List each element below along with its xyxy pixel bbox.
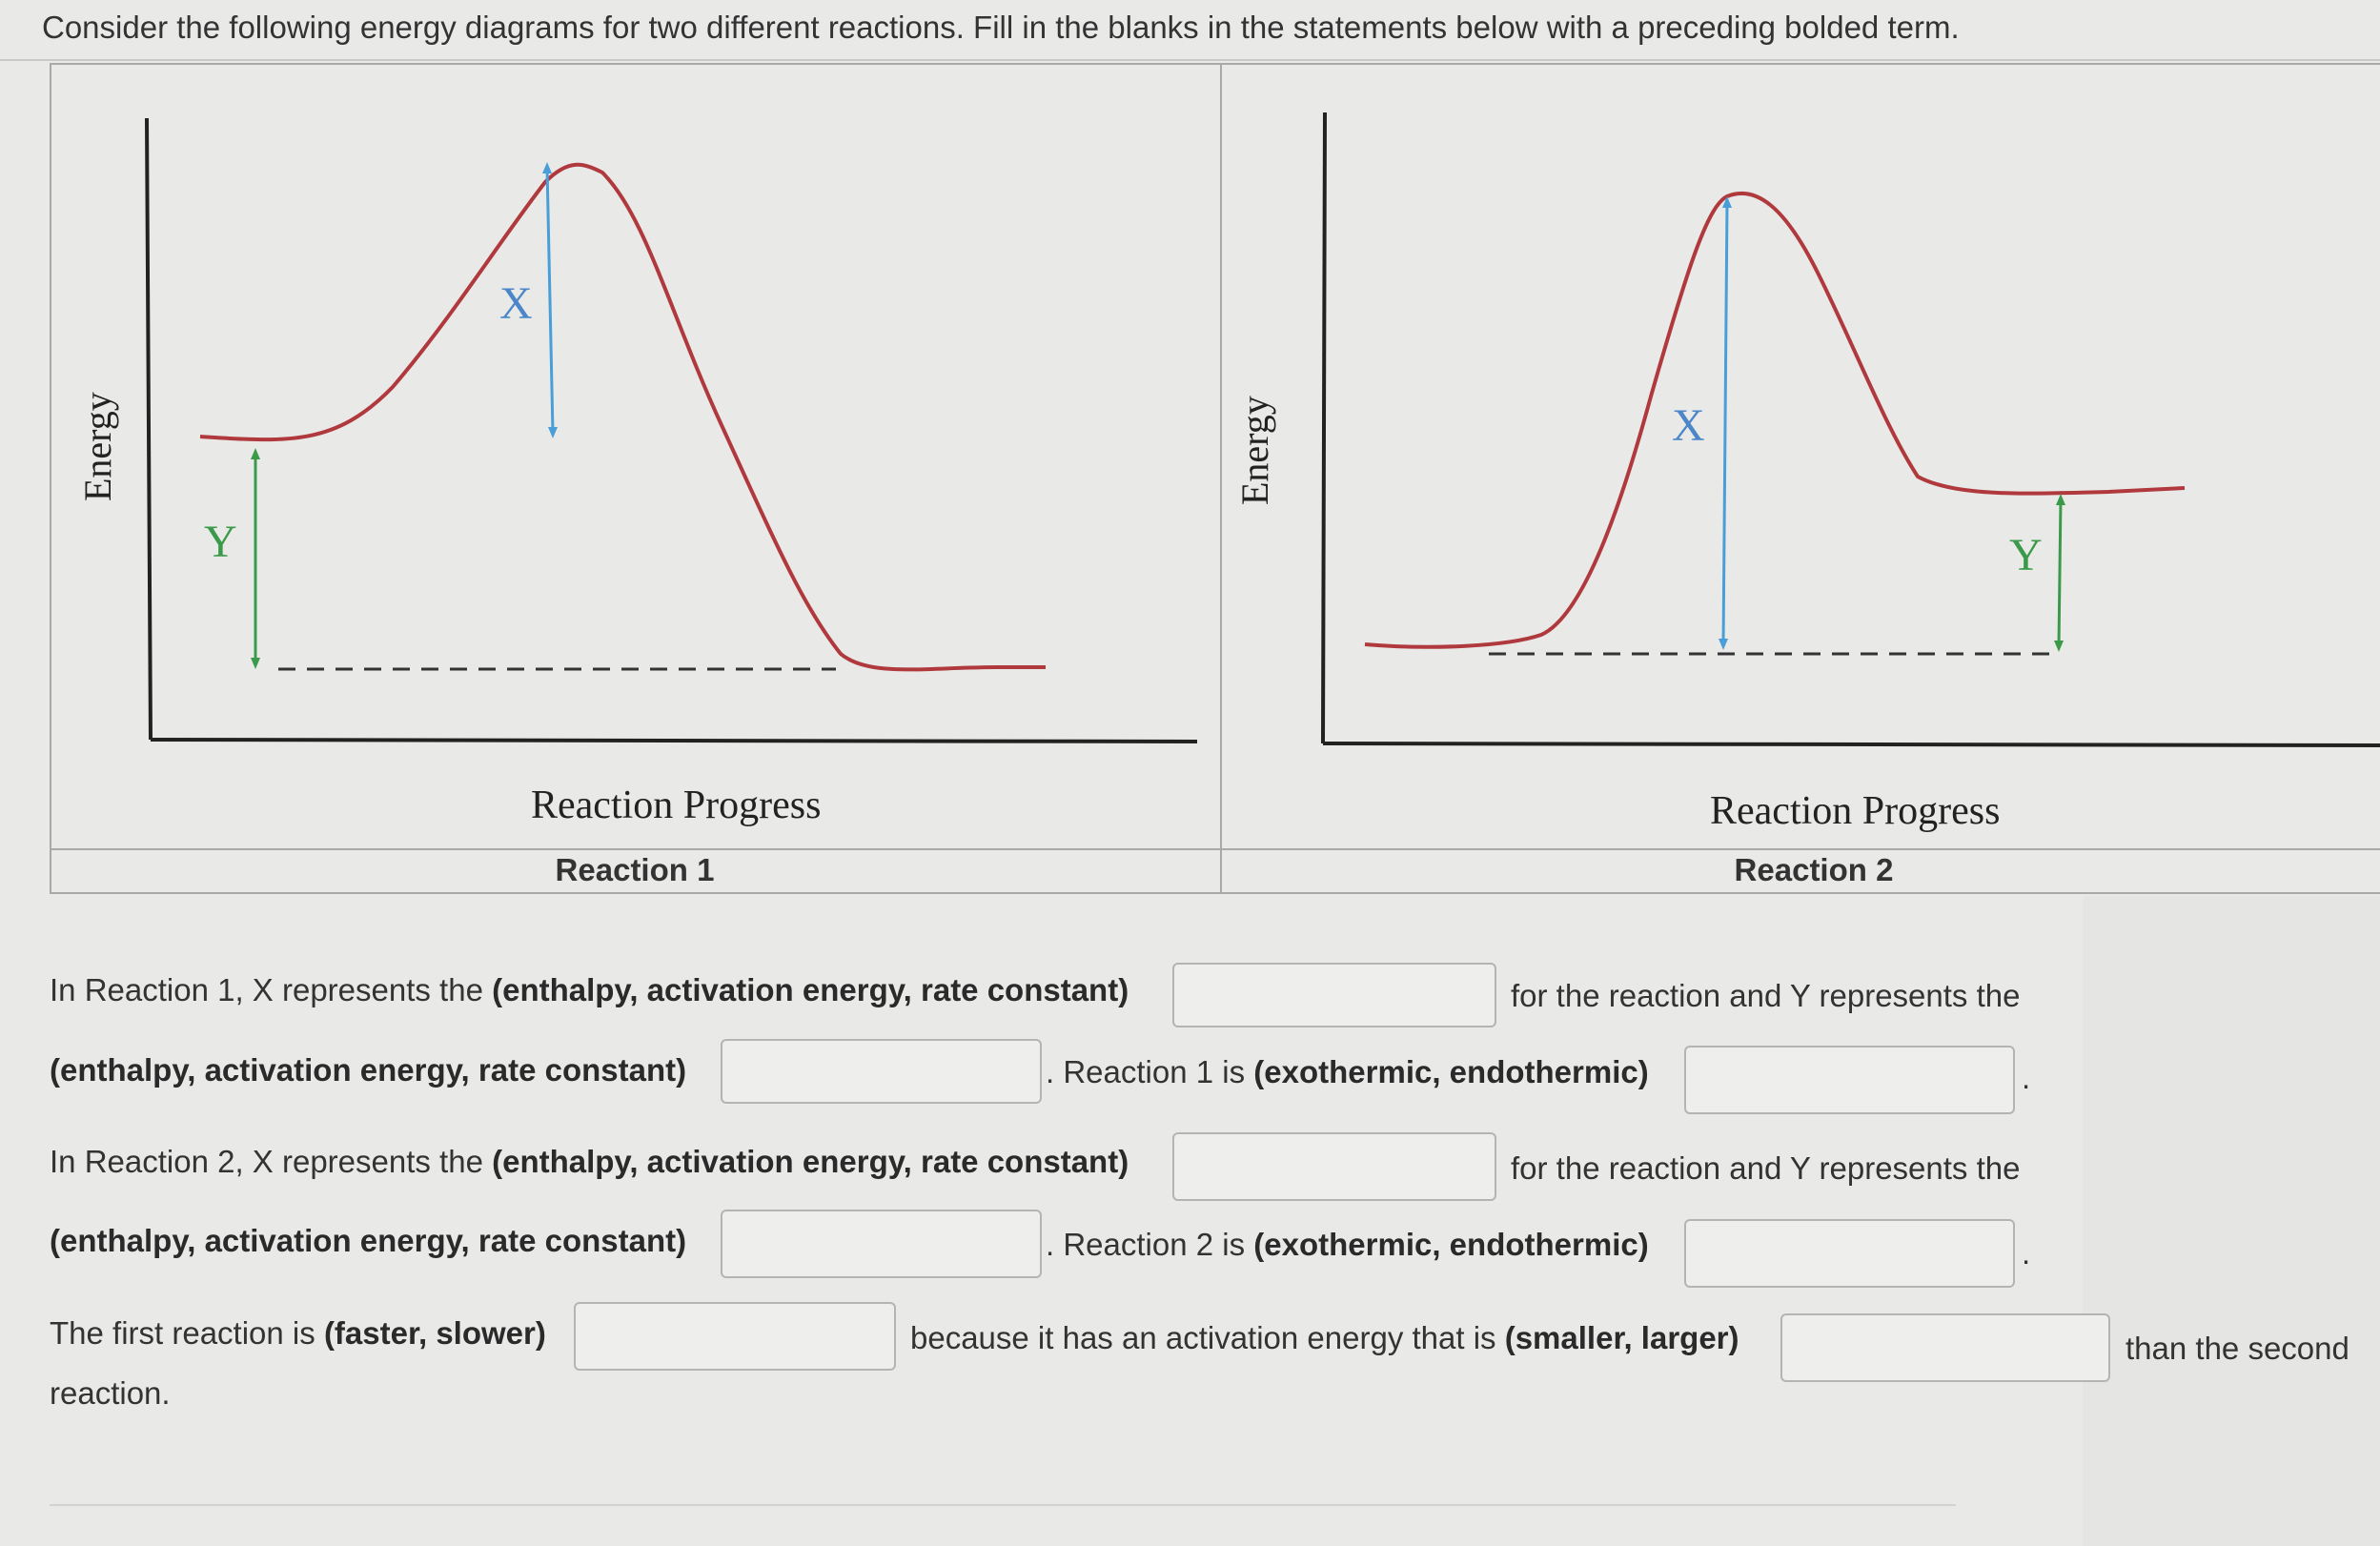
q2-sentence-1: In Reaction 2, X represents the (enthalpy, activation energy, rate constant) [50, 1144, 1129, 1179]
x-axis-title: Reaction Progress [1710, 789, 2001, 833]
x-arrow [547, 168, 553, 433]
q2-sentence-2-tail: . Reaction 2 is (exothermic, endothermic) [1046, 1227, 1649, 1262]
instructions: Consider the following energy diagrams for two different reactions. Fill in the blanks in the statements below with a preceding bolded term. [42, 10, 1960, 45]
q3-size-input[interactable] [1780, 1313, 2110, 1382]
q1-period: . [2022, 1060, 2031, 1095]
caption-divider [50, 848, 2380, 850]
x-label: X [499, 278, 533, 329]
y-axis-title-reaction-2 [1220, 353, 1287, 562]
caption-reaction-2: Reaction 2 [1734, 852, 1894, 887]
q2-period: . [2022, 1235, 2031, 1271]
q1-sentence-1: In Reaction 1, X represents the (enthalpy, activation energy, rate constant) [50, 972, 1129, 1007]
y-arrow [2059, 499, 2061, 646]
q2-sentence-1-tail: for the reaction and Y represents the [1511, 1150, 2021, 1186]
q1-sentence-1-tail: for the reaction and Y represents the [1511, 978, 2021, 1013]
x-arrow-head-bottom [1719, 639, 1728, 650]
y-label: Y [2009, 530, 2043, 580]
q1-sentence-2-tail: . Reaction 1 is (exothermic, endothermic) [1046, 1054, 1649, 1089]
y-arrow-head-bottom [251, 658, 260, 669]
y-arrow-head-top [2056, 494, 2065, 505]
right-margin [2083, 896, 2380, 1546]
q1-y-answer-input[interactable] [721, 1039, 1042, 1104]
energy-diagram-reaction-2 [1222, 63, 2380, 848]
q2-x-answer-input[interactable] [1172, 1132, 1496, 1201]
x-axis-line [1323, 743, 2380, 745]
x-arrow [1723, 202, 1727, 644]
q2-y-answer-input[interactable] [721, 1210, 1042, 1278]
x-arrow-head-top [542, 162, 552, 173]
x-label: X [1672, 400, 1705, 451]
energy-diagram-reaction-1 [50, 63, 1220, 848]
q3-speed-input[interactable] [574, 1302, 896, 1371]
q3-sentence-end: reaction. [50, 1375, 171, 1411]
bottom-divider [50, 1504, 1956, 1506]
q1-x-answer-input[interactable] [1172, 963, 1496, 1027]
q3-sentence-middle: because it has an activation energy that is (smaller, larger) [910, 1320, 1739, 1355]
y-arrow-head-bottom [2054, 641, 2064, 652]
q1-reaction-type-input[interactable] [1684, 1046, 2015, 1114]
x-axis-title: Reaction Progress [531, 783, 822, 827]
q2-sentence-2-options: (enthalpy, activation energy, rate constant) [50, 1223, 687, 1258]
y-axis-line [147, 118, 151, 740]
y-axis-title: Energy [76, 392, 119, 501]
q3-sentence-tail: than the second [2126, 1331, 2349, 1366]
q3-sentence-start: The first reaction is (faster, slower) [50, 1315, 546, 1351]
energy-curve [200, 165, 1046, 670]
y-label: Y [204, 517, 237, 567]
svg-text:Energy: Energy [1233, 396, 1276, 505]
x-axis-line [151, 740, 1197, 742]
q1-sentence-2-options: (enthalpy, activation energy, rate constant) [50, 1052, 687, 1088]
x-arrow-head-bottom [548, 427, 558, 438]
caption-reaction-1: Reaction 1 [555, 852, 715, 887]
divider [0, 59, 2380, 61]
energy-curve [1365, 193, 2185, 647]
q2-reaction-type-input[interactable] [1684, 1219, 2015, 1288]
y-axis-line [1323, 112, 1325, 743]
y-arrow-head-top [251, 448, 260, 459]
